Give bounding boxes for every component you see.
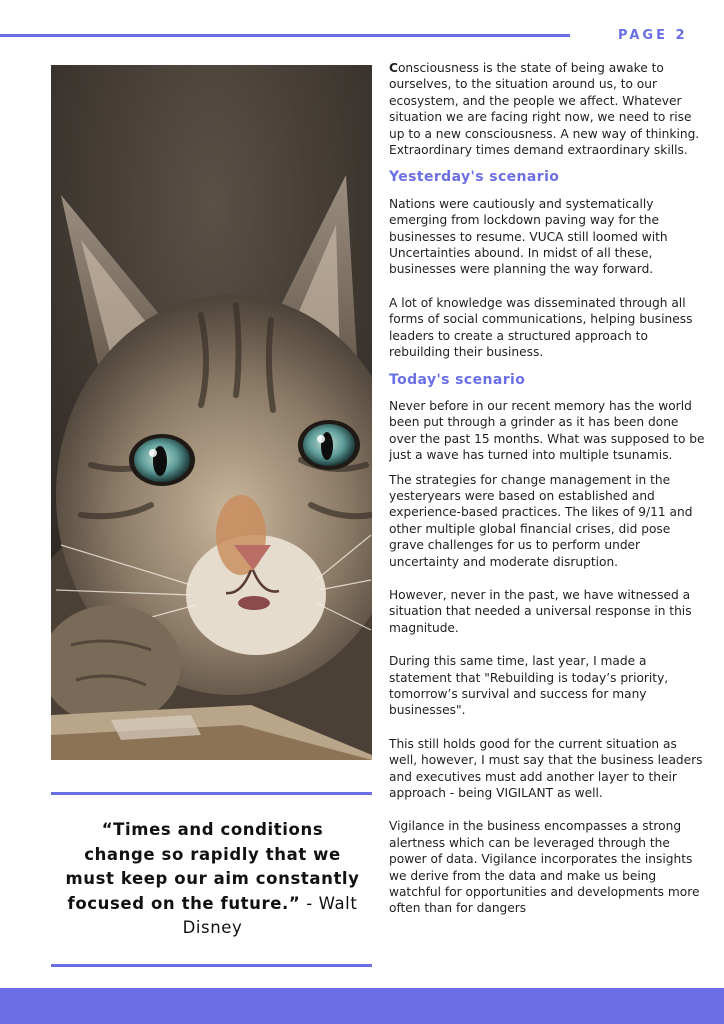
intro-paragraph: [389, 60, 707, 158]
paragraph: A lot of knowledge was disseminated through all forms of social communications, helping business leaders to create a structured approach to rebuilding their business.: [389, 295, 693, 360]
quote-block: [65, 818, 360, 941]
quote-author: - Walt Disney: [182, 893, 358, 937]
intro-text: onsciousness is the state of being awake to ourselves, to the situation around us, to our ecosystem, and the people we affect. Whatever situation we are facing right now, we need to rise up to a new consciousness. A new way of thinking. Extraordinary times demand extraordinary skills.: [389, 61, 700, 158]
paragraph: During this same time, last year, I made a statement that "Rebuilding is today’s priority, tomorrow’s survival and success for many businesses".: [389, 654, 669, 718]
kitten-photo: [51, 65, 372, 760]
yesterday-heading: Yesterday's scenario: [389, 169, 560, 186]
paragraph: This still holds good for the current situation as well, however, I must say that the business leaders and executives must add another layer to their approach - being VIGILANT as well.: [389, 736, 703, 801]
page-number: PAGE 2: [618, 28, 688, 43]
header-rule: [0, 34, 570, 37]
paragraph: However, never in the past, we have witnessed a situation that needed a universal response in this magnitude.: [389, 587, 692, 635]
paragraph: Nations were cautiously and systematically emerging from lockdown paving way for the businesses to resume. VUCA still loomed with Uncertainties abound. In midst of all these, businesses were planning the way forward.: [389, 196, 668, 277]
today-heading: Today's scenario: [389, 371, 526, 388]
intro-dropcap: C: [389, 61, 398, 75]
quote-text: “Times and conditions change so rapidly that we must keep our aim constantly focused on the future.”: [65, 820, 360, 913]
paragraph: The strategies for change management in the yesteryears were based on established and experience-based practices. The likes of 9/11 and other multiple global financial crises, did pose grave challenges for us to perform under uncertainty and moderate disruption.: [389, 472, 693, 569]
quote-rule-bottom: [51, 964, 372, 967]
quote-rule-top: [51, 792, 372, 795]
article-body: [389, 60, 707, 934]
footer-band: [0, 988, 724, 1024]
paragraph: Vigilance in the business encompasses a strong alertness which can be leveraged through the power of data. Vigilance incorporates the insights we derive from the data and make us being watchful for opportunities and developments more often than for dangers: [389, 819, 700, 916]
paragraph: Never before in our recent memory has the world been put through a grinder as it has been done over the past 15 months. What was supposed to be just a wave has turned into multiple tsunamis.: [389, 398, 705, 463]
